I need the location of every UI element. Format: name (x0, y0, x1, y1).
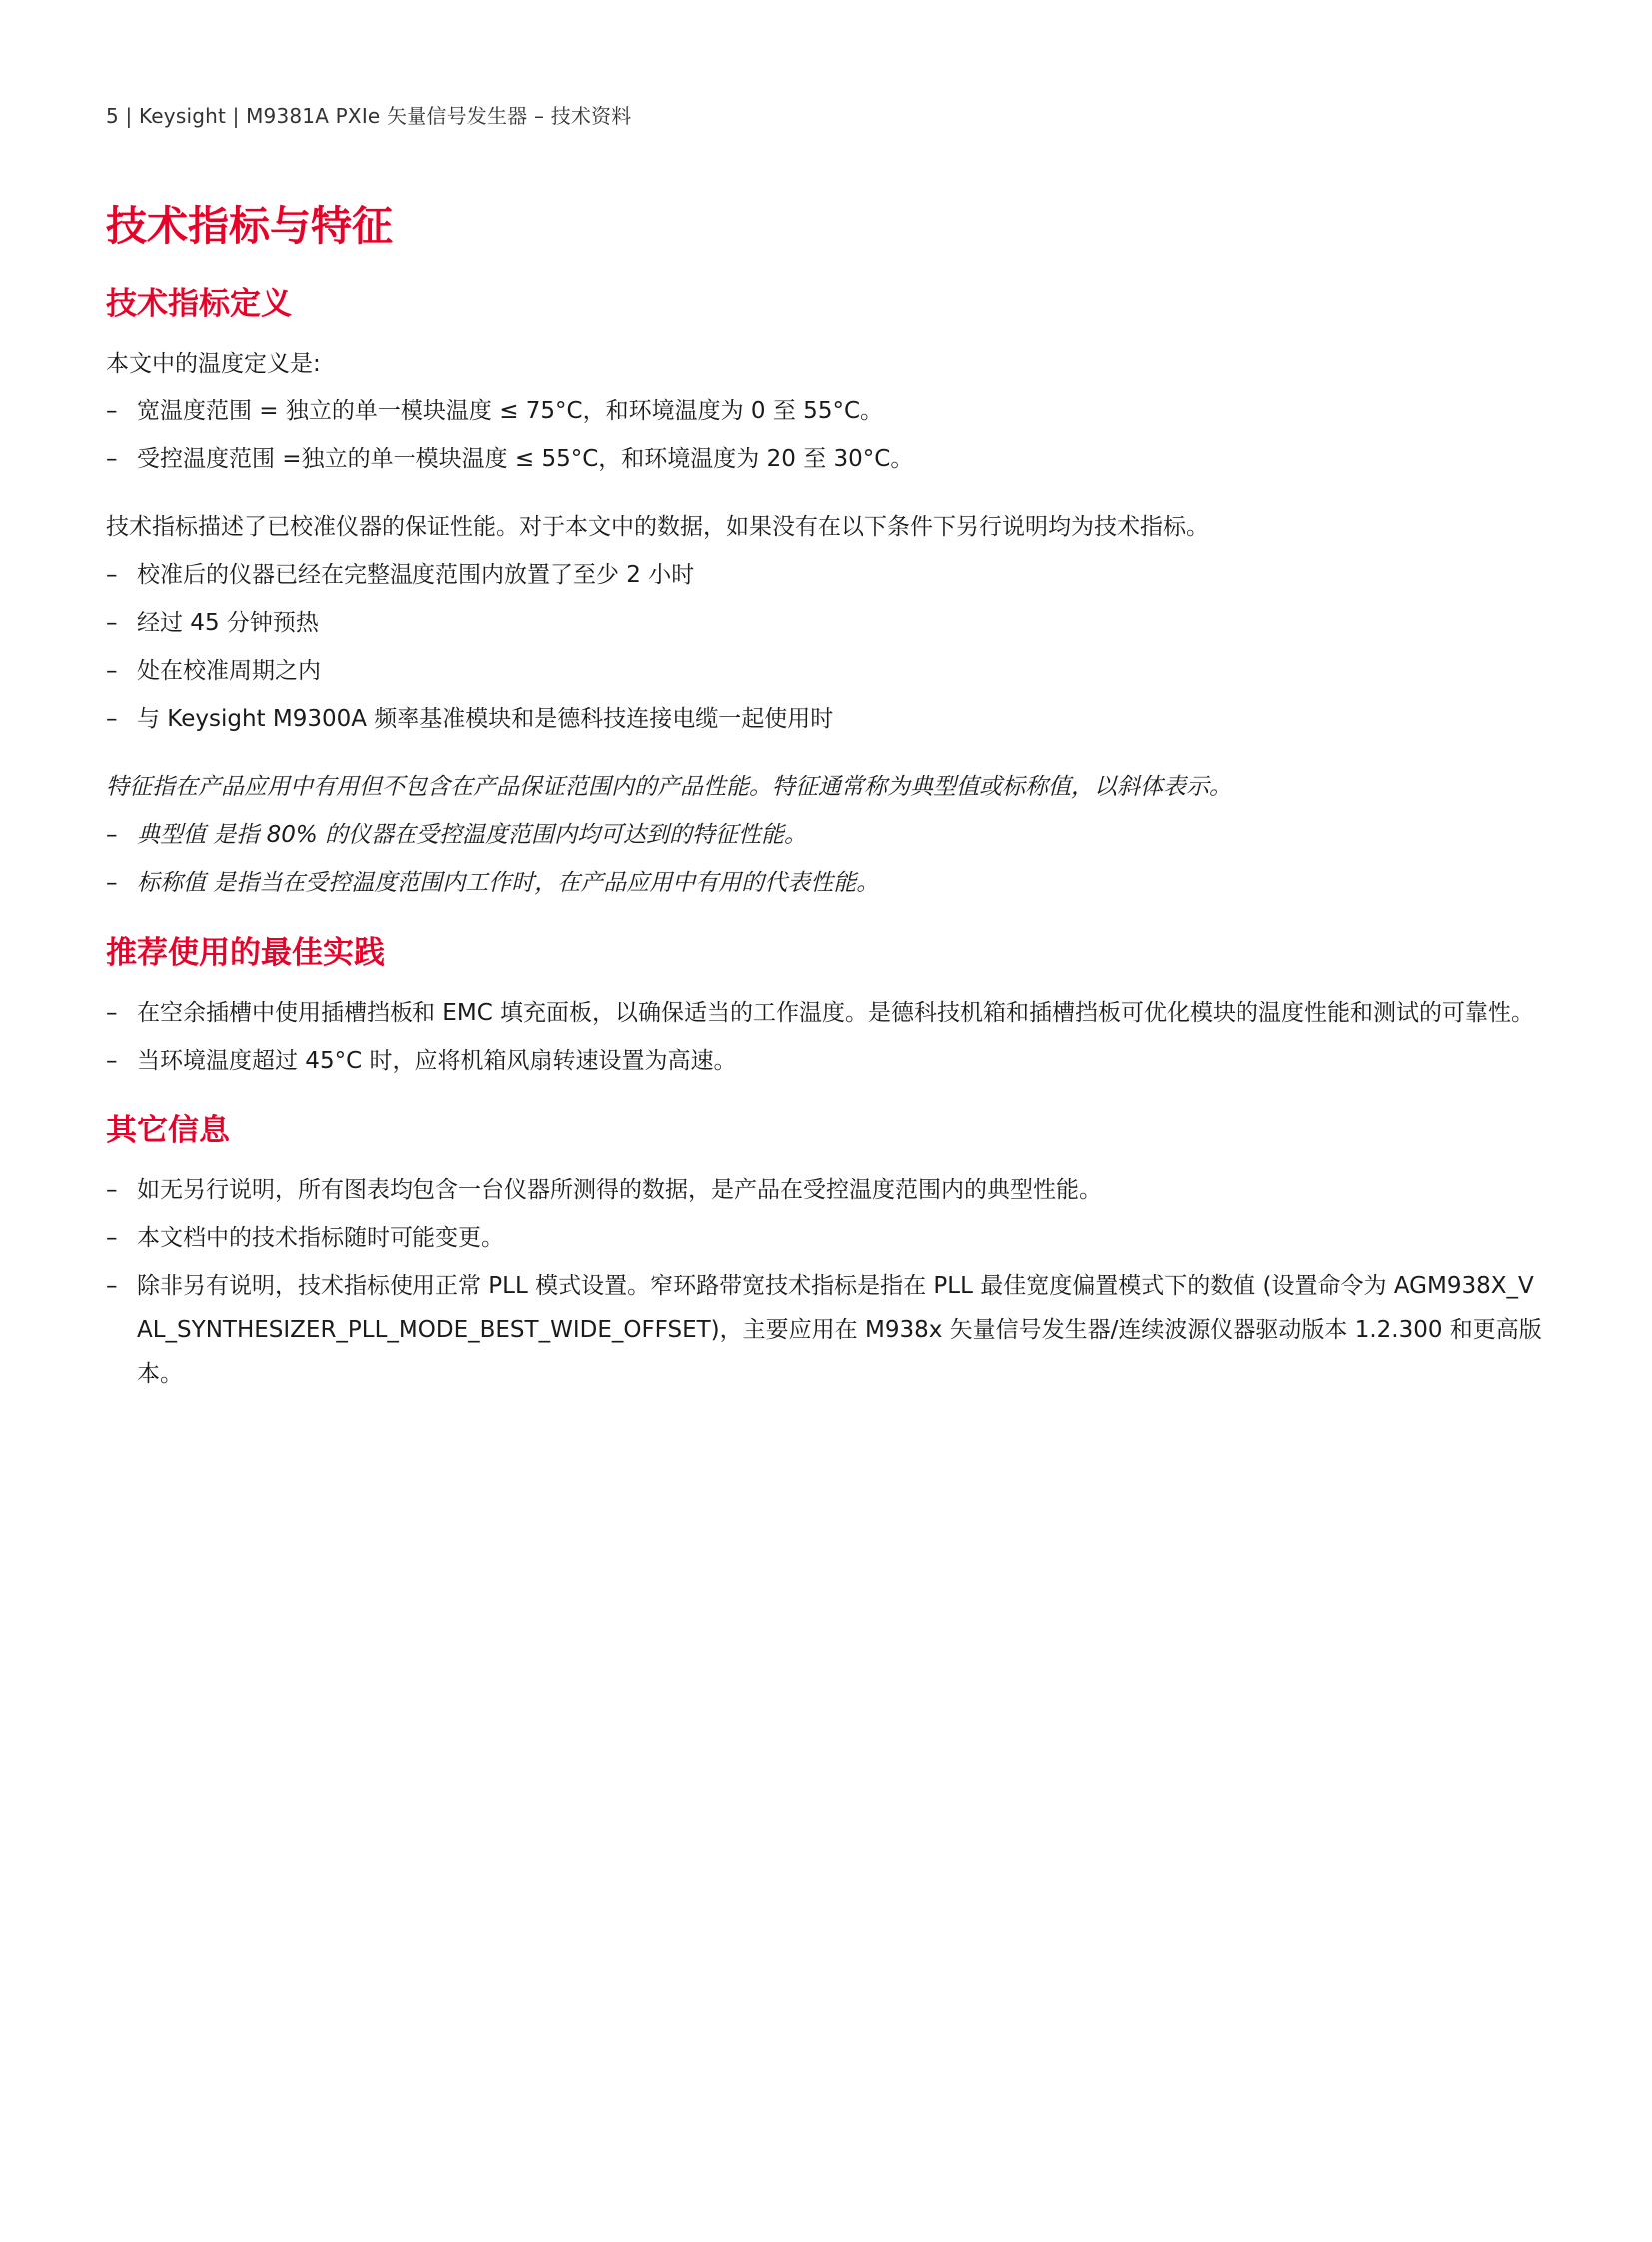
dash-bullet: – (106, 870, 118, 896)
list-item (106, 599, 1544, 647)
temp-list (106, 387, 1544, 483)
list-item (106, 1166, 1544, 1214)
list-item (106, 1214, 1544, 1262)
section-heading-other-info: 其它信息 (106, 1113, 230, 1148)
characteristics-block (106, 763, 1544, 907)
section-best-practices (106, 931, 1544, 1085)
list-item-text: 与 Keysight M9300A 频率基准模块和是德科技连接电缆一起使用时 (137, 706, 834, 732)
spec-conditions-list (106, 551, 1544, 743)
dash-bullet: – (106, 562, 118, 588)
list-item (106, 647, 1544, 695)
list-item (106, 551, 1544, 599)
page-title: 技术指标与特征 (106, 202, 393, 250)
dash-bullet: – (106, 706, 118, 732)
list-item (106, 695, 1544, 743)
dash-bullet: – (106, 658, 118, 684)
section-heading-spec-definitions: 技术指标定义 (106, 286, 292, 322)
list-item (106, 989, 1544, 1037)
list-item-text: 在空余插槽中使用插槽挡板和 EMC 填充面板，以确保适当的工作温度。是德科技机箱和插槽挡板可优化模块的温度性能和测试的可靠性。 (137, 1000, 1535, 1026)
char-intro: 特征指在产品应用中有用但不包含在产品保证范围内的产品性能。特征通常称为典型值或标称值，以斜体表示。 (106, 774, 1232, 800)
dash-bullet: – (106, 1177, 118, 1203)
list-item-text: 如无另行说明，所有图表均包含一台仪器所测得的数据，是产品在受控温度范围内的典型性能。 (137, 1177, 1102, 1203)
section-heading-best-practices: 推荐使用的最佳实践 (106, 935, 385, 971)
running-header: 5 | Keysight | M9381A PXIe 矢量信号发生器 – 技术资料 (106, 104, 632, 128)
dash-bullet: – (106, 822, 118, 848)
list-item-text: 处在校准周期之内 (137, 658, 321, 684)
list-item-text: 本文档中的技术指标随时可能变更。 (137, 1225, 504, 1251)
list-item-text: 校准后的仪器已经在完整温度范围内放置了至少 2 小时 (137, 562, 695, 588)
list-item (106, 811, 1544, 859)
dash-bullet: – (106, 398, 118, 424)
spec-intro: 技术指标描述了已校准仪器的保证性能。对于本文中的数据，如果没有在以下条件下另行说明均为技术指标。 (106, 514, 1209, 540)
dash-bullet: – (106, 610, 118, 636)
section-other-info (106, 1109, 1544, 1398)
list-item (106, 387, 1544, 435)
dash-bullet: – (106, 1000, 118, 1026)
list-item-text: 受控温度范围 =独立的单一模块温度 ≤ 55°C，和环境温度为 20 至 30°C。 (137, 446, 914, 472)
dash-bullet: – (106, 446, 118, 472)
list-item-text: 经过 45 分钟预热 (137, 610, 319, 636)
list-item-text: 标称值 是指当在受控温度范围内工作时，在产品应用中有用的代表性能。 (137, 870, 880, 896)
list-item (106, 859, 1544, 907)
dash-bullet: – (106, 1048, 118, 1074)
dash-bullet: – (106, 1273, 118, 1299)
page-content (106, 196, 1544, 1398)
list-item-text: 当环境温度超过 45°C 时，应将机箱风扇转速设置为高速。 (137, 1048, 737, 1074)
list-item (106, 1037, 1544, 1085)
temp-intro: 本文中的温度定义是: (106, 351, 321, 376)
list-item-text: 典型值 是指 80% 的仪器在受控温度范围内均可达到的特征性能。 (137, 822, 808, 848)
list-item-text: 宽温度范围 = 独立的单一模块温度 ≤ 75°C，和环境温度为 0 至 55°C。 (137, 398, 884, 424)
list-item (106, 1262, 1544, 1398)
section-spec-definitions (106, 282, 1544, 907)
dash-bullet: – (106, 1225, 118, 1251)
list-item (106, 435, 1544, 483)
list-item-text: 除非另有说明，技术指标使用正常 PLL 模式设置。窄环路带宽技术指标是指在 PLL 最佳宽度偏置模式下的数值 (设置命令为 AGM938X_VAL_SYNTHESIZER_PLL_MODE_BEST_WIDE_OFFSET)，主要应用在 M938x 矢量信号发生器/连续波源仪器驱动版本 1.2.300 和更高版本。 (137, 1273, 1542, 1387)
